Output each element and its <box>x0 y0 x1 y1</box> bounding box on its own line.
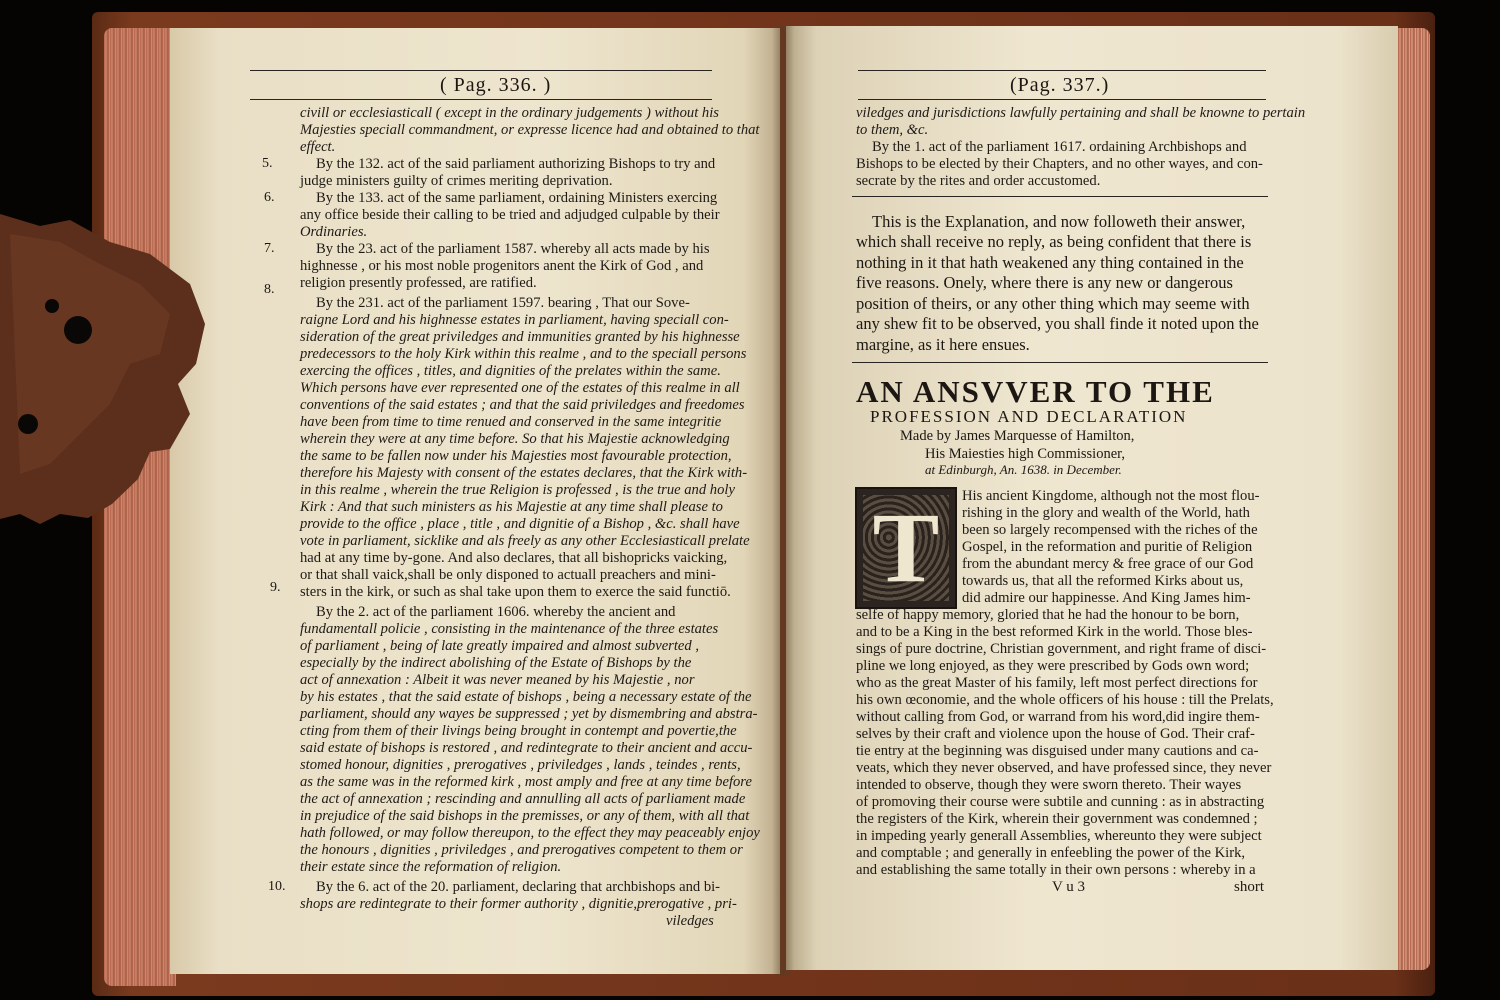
text-line: hath followed, or may follow thereupon, to the effect they may peaceably enjoy <box>300 825 760 841</box>
text-line: their estate since the reformation of religion. <box>300 859 562 875</box>
explanation-line: margine, as it here ensues. <box>856 335 1030 354</box>
catchword: viledges <box>666 913 714 929</box>
left-header-rule-bottom <box>250 99 712 100</box>
text-line: and establishing the same totally in their own persons : whereby in a <box>856 862 1256 878</box>
margin-number: 6. <box>264 190 275 205</box>
text-line: and comptable ; and generally in enfeebling the power of the Kirk, <box>856 845 1246 861</box>
text-line: veats, which they never observed, and have professed since, they never <box>856 760 1272 776</box>
text-line: or that shall vaick,shall be only disponed to actuall preachers and mini- <box>300 567 716 583</box>
decorated-initial <box>855 487 957 609</box>
text-line: sters in the kirk, or such as shal take upon them to exerce the said functiō. <box>300 584 731 600</box>
text-line: in impeding yearly generall Assemblies, whereunto they were subject <box>856 828 1262 844</box>
text-line: provide to the office , place , title , and dignitie of a Bishop , &c. shall have <box>300 516 740 532</box>
text-line: By the 2. act of the parliament 1606. whereby the ancient and <box>316 604 676 620</box>
text-line: religion presently professed, are ratified. <box>300 275 537 291</box>
answer-title: AN ANSVVER TO THE <box>856 374 1215 409</box>
text-line: Kirk : And that such ministers as his Majestie at any time shall please to <box>300 499 723 515</box>
text-line: his own œconomie, and the whole officers of his house : till the Prelats, <box>856 692 1274 708</box>
text-line: By the 1. act of the parliament 1617. ordaining Archbishops and <box>872 139 1247 155</box>
text-line: By the 23. act of the parliament 1587. whereby all acts made by his <box>316 241 710 257</box>
text-line: cting from them of their livings being brought in contempt and povertie,the <box>300 723 737 739</box>
text-line: stomed honour, dignities , prerogatives , priviledges , lands , teindes , rents, <box>300 757 741 773</box>
margin-number: 10. <box>268 879 286 894</box>
bookmark-scrap <box>0 214 208 524</box>
margin-number: 5. <box>262 156 273 171</box>
text-line: by his estates , that the said estate of bishops , being a necessary estate of the <box>300 689 752 705</box>
text-line: as the same was in the reformed kirk , most amply and free at any time before <box>300 774 752 790</box>
text-line: sings of pure doctrine, Christian government, and right frame of disci- <box>856 641 1267 657</box>
signature-mark: V u 3 <box>1052 879 1086 895</box>
text-line: tie entry at the beginning was disguised under many cautions and ca- <box>856 743 1259 759</box>
text-line: the registers of the Kirk, wherein their government was condemned ; <box>856 811 1258 827</box>
text-line: to them, &c. <box>856 122 929 138</box>
text-line: shops are redintegrate to their former authority , dignitie,prerogative , pri- <box>300 896 737 912</box>
explanation-line: any shew fit to be observed, you shall finde it noted upon the <box>856 314 1259 333</box>
explanation-line: which shall receive no reply, as being confident that there is <box>856 232 1252 251</box>
explanation-line: This is the Explanation, and now followeth their answer, <box>872 212 1246 231</box>
text-line: By the 133. act of the same parliament, ordaining Ministers exercing <box>316 190 718 206</box>
title-rule <box>852 362 1268 363</box>
text-line: who as the great Master of his family, left most perfect directions for <box>856 675 1258 691</box>
text-line: in this realme , wherein the true Religion is professed , is the true and holy <box>300 482 735 498</box>
margin-number: 8. <box>264 282 275 297</box>
catchword: short <box>1234 879 1264 895</box>
right-running-head: (Pag. 337.) <box>1010 74 1110 96</box>
text-line: judge ministers guilty of crimes meriting deprivation. <box>300 173 613 189</box>
text-line: Ordinaries. <box>300 224 368 240</box>
explanation-line: five reasons. Onely, where there is any new or dangerous <box>856 273 1233 292</box>
text-line: selves by their craft and violence upon the house of God. Their craf- <box>856 726 1255 742</box>
margin-number: 7. <box>264 241 275 256</box>
text-line: By the 132. act of the said parliament authorizing Bishops to try and <box>316 156 716 172</box>
text-line: parliament, should any wayes be suppressed ; yet by dismembring and abstra- <box>300 706 758 722</box>
text-line: without calling from God, or warrand from his word,did ingire them- <box>856 709 1260 725</box>
right-header-rule-top <box>858 70 1266 71</box>
text-line: therefore his Majesty with consent of the estates declares, that the Kirk with- <box>300 465 748 481</box>
text-line: effect. <box>300 139 336 155</box>
text-line: Majesties speciall commandment, or expresse licence had and obtained to that <box>300 122 760 138</box>
text-line: secrate by the rites and order accustomed. <box>856 173 1101 189</box>
text-line: the act of annexation ; rescinding and annulling all acts of parliament made <box>300 791 746 807</box>
text-line: Which persons have ever represented one of the estates of this realme in all <box>300 380 740 396</box>
text-line: rishing in the glory and wealth of the World, hath <box>962 505 1250 521</box>
text-line: fundamentall policie , consisting in the maintenance of the three estates <box>300 621 719 637</box>
text-line: of promoving their course were subtile and cunning : as in abstracting <box>856 794 1265 810</box>
text-line: By the 6. act of the 20. parliament, declaring that archbishops and bi- <box>316 879 721 895</box>
text-line: act of annexation : Albeit it was never meaned by his Majestie , nor <box>300 672 695 688</box>
left-header-rule-top <box>250 70 712 71</box>
text-line: any office beside their calling to be tried and adjudged culpable by their <box>300 207 720 223</box>
text-line: from the abundant mercy & free grace of our God <box>962 556 1254 572</box>
text-line: sideration of the great priviledges and immunities granted by his highnesse <box>300 329 740 345</box>
title-line: at Edinburgh, An. 1638. in December. <box>925 462 1122 477</box>
title-line: Made by James Marquesse of Hamilton, <box>900 428 1135 444</box>
title-line: His Maiesties high Commissioner, <box>925 446 1125 462</box>
answer-subtitle: PROFESSION AND DECLARATION <box>870 407 1188 426</box>
text-line: His ancient Kingdome, although not the most flou- <box>962 488 1260 504</box>
explanation-line: position of theirs, or any other thing which may seeme with <box>856 294 1250 313</box>
margin-number: 9. <box>270 580 281 595</box>
section-rule <box>852 196 1268 197</box>
text-line: Bishops to be elected by their Chapters, and no other wayes, and con- <box>856 156 1263 172</box>
text-line: the same to be fallen now under his Majesties most favourable protection, <box>300 448 732 464</box>
text-line: highnesse , or his most noble progenitors anent the Kirk of God , and <box>300 258 704 274</box>
text-line: and to be a King in the best reformed Kirk in the world. Those bles- <box>856 624 1253 640</box>
text-line: exercing the offices , titles, and dignities of the prelates within the same. <box>300 363 721 379</box>
right-header-rule-bottom <box>858 99 1266 100</box>
text-line: pline we long enjoyed, as they were prescribed by Gods own word; <box>856 658 1250 674</box>
text-line: the honours , dignities , priviledges , and prerogatives competent to them or <box>300 842 743 858</box>
text-line: been so largely recompensed with the riches of the <box>962 522 1258 538</box>
text-line: Gospel, in the reformation and puritie of Religion <box>962 539 1253 555</box>
text-line: predecessors to the holy Kirk within this realme , and to the speciall persons <box>300 346 747 362</box>
text-line: especially by the indirect abolishing of the Estate of Bishops by the <box>300 655 692 671</box>
text-line: in prejudice of the said bishops in the premisses, or any of them, with all that <box>300 808 750 824</box>
text-line: said estate of bishops is restored , and redintegrate to their ancient and accu- <box>300 740 753 756</box>
left-running-head: ( Pag. 336. ) <box>440 74 552 96</box>
book-gutter <box>772 26 794 976</box>
text-line: have been from time to time renued and conserved in the same integritie <box>300 414 722 430</box>
text-line: vote in parliament, sicklike and als freely as any other Ecclesiasticall prelate <box>300 533 750 549</box>
text-line: of parliament , being of late greatly impaired and almost subverted , <box>300 638 699 654</box>
text-line: towards us, that all the reformed Kirks about us, <box>962 573 1244 589</box>
text-line: civill or ecclesiasticall ( except in the ordinary judgements ) without his <box>300 105 719 121</box>
text-line: did admire our happinesse. And King James him- <box>962 590 1251 606</box>
text-line: By the 231. act of the parliament 1597. bearing , That our Sove- <box>316 295 690 311</box>
text-line: raigne Lord and his highnesse estates in parliament, having speciall con- <box>300 312 729 328</box>
explanation-line: nothing in it that hath weakened any thing contained in the <box>856 253 1244 272</box>
text-line: viledges and jurisdictions lawfully pertaining and shall be knowne to pertain <box>856 105 1306 121</box>
text-line: had at any time by-gone. And also declares, that all bishopricks vaicking, <box>300 550 728 566</box>
text-line: wherein they were at any time before. So that his Majestie acknowledging <box>300 431 730 447</box>
initial-letter: T <box>872 492 940 603</box>
text-line: selfe of happy memory, gloried that he had the honour to be born, <box>856 607 1240 623</box>
text-line: conventions of the said estates ; and that the said priviledges and freedomes <box>300 397 745 413</box>
text-line: intended to observe, though they were sworn thereto. Their wayes <box>856 777 1242 793</box>
